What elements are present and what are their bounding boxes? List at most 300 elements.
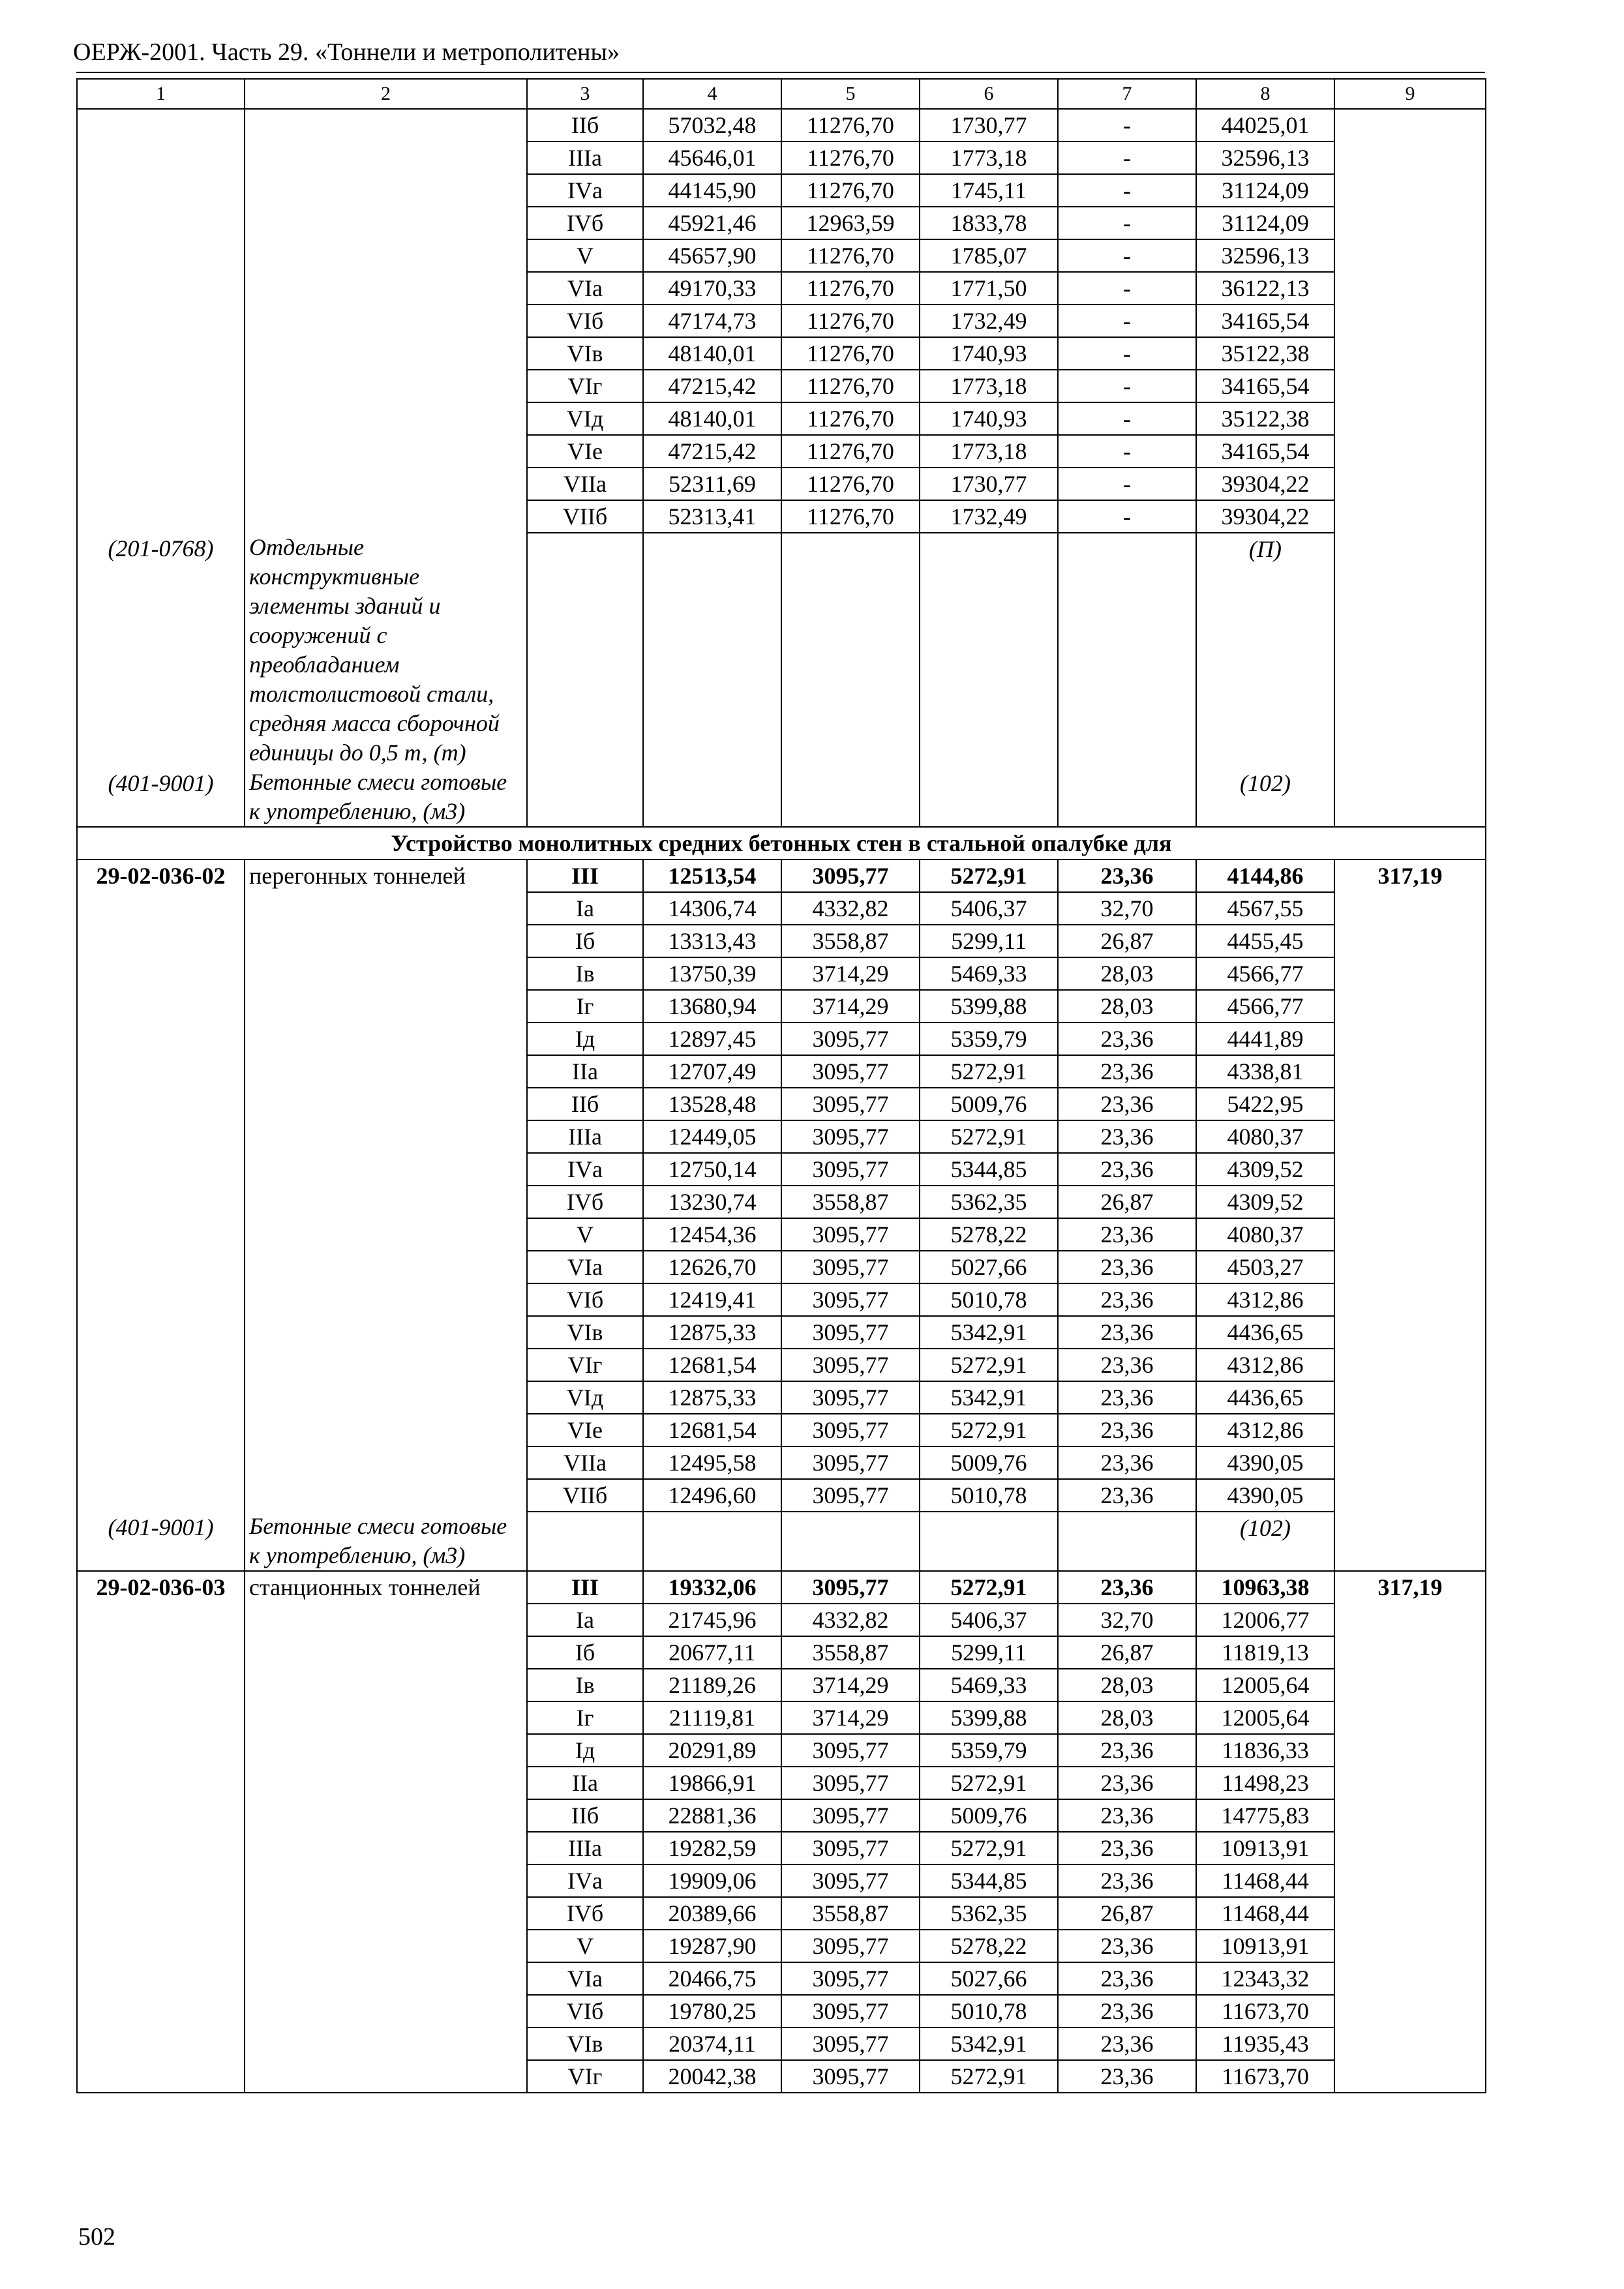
value-cell: IVа	[527, 1153, 643, 1186]
code-cell	[77, 1897, 245, 1930]
value-cell: 10913,91	[1196, 1832, 1334, 1864]
material-qty: (102)	[1196, 768, 1334, 827]
empty-cell	[643, 1512, 781, 1571]
name-cell	[245, 1734, 527, 1767]
value-cell: 5342,91	[920, 1316, 1058, 1349]
value-cell: VIв	[527, 337, 643, 370]
table-row	[77, 925, 1486, 957]
value-cell: 3095,77	[781, 1995, 920, 2027]
code-cell	[77, 272, 245, 305]
material-name: Отдельные конструктивные элементы зданий и сооружений с преобладанием толстолистовой стали, средняя масса сборочной единицы до 0,5 т, (т)	[245, 533, 527, 768]
value-cell: -	[1058, 500, 1196, 533]
name-cell	[245, 1897, 527, 1930]
table-row	[77, 1186, 1486, 1218]
value-cell: -	[1058, 468, 1196, 500]
empty-cell	[527, 1512, 643, 1571]
value-cell: 23,36	[1058, 1930, 1196, 1962]
code-cell	[77, 174, 245, 207]
table-row	[77, 239, 1486, 272]
value-cell: 5342,91	[920, 2027, 1058, 2060]
code-cell	[77, 207, 245, 239]
value-cell: 11836,33	[1196, 1734, 1334, 1767]
value-cell: 5469,33	[920, 1669, 1058, 1701]
col9-cell	[1334, 337, 1486, 370]
value-cell: VIа	[527, 272, 643, 305]
table-row	[77, 1962, 1486, 1995]
value-cell: 12343,32	[1196, 1962, 1334, 1995]
value-cell: 47174,73	[643, 305, 781, 337]
value-cell: 1773,18	[920, 435, 1058, 468]
name-cell	[245, 402, 527, 435]
value-cell: 23,36	[1058, 1283, 1196, 1316]
value-cell: VIг	[527, 2060, 643, 2093]
code-cell	[77, 1767, 245, 1799]
value-cell: 21189,26	[643, 1669, 781, 1701]
table-row	[77, 500, 1486, 533]
table-row	[77, 1767, 1486, 1799]
value-cell: 3558,87	[781, 1636, 920, 1669]
value-cell: 11276,70	[781, 500, 920, 533]
col9-cell	[1334, 1414, 1486, 1446]
name-cell	[245, 1218, 527, 1251]
col9-cell	[1334, 174, 1486, 207]
value-cell: 3095,77	[781, 1962, 920, 1995]
value-cell: 5344,85	[920, 1864, 1058, 1897]
name-cell	[245, 925, 527, 957]
value-cell: 3095,77	[781, 860, 920, 892]
name-cell	[245, 1604, 527, 1636]
col9-cell: 317,19	[1334, 860, 1486, 892]
value-cell: 5399,88	[920, 1701, 1058, 1734]
value-cell: 5342,91	[920, 1381, 1058, 1414]
value-cell: 23,36	[1058, 2027, 1196, 2060]
value-cell: 3095,77	[781, 1088, 920, 1120]
value-cell: 23,36	[1058, 1218, 1196, 1251]
value-cell: 1773,18	[920, 142, 1058, 174]
value-cell: 44025,01	[1196, 109, 1334, 142]
value-cell: 52311,69	[643, 468, 781, 500]
code-cell	[77, 892, 245, 925]
value-cell: 12454,36	[643, 1218, 781, 1251]
value-cell: 48140,01	[643, 337, 781, 370]
value-cell: 3095,77	[781, 1864, 920, 1897]
value-cell: 28,03	[1058, 957, 1196, 990]
column-number: 8	[1196, 79, 1334, 109]
value-cell: 3095,77	[781, 1479, 920, 1512]
name-cell	[245, 468, 527, 500]
value-cell: -	[1058, 305, 1196, 337]
value-cell: 3558,87	[781, 1186, 920, 1218]
table-row	[77, 2027, 1486, 2060]
value-cell: 11819,13	[1196, 1636, 1334, 1669]
value-cell: VIе	[527, 1414, 643, 1446]
table-row	[77, 1055, 1486, 1088]
table-row	[77, 1701, 1486, 1734]
value-cell: 5272,91	[920, 1767, 1058, 1799]
code-cell	[77, 1251, 245, 1283]
value-cell: 26,87	[1058, 925, 1196, 957]
value-cell: 3095,77	[781, 1055, 920, 1088]
table-row	[77, 860, 1486, 892]
material-row	[77, 533, 1486, 768]
col9-cell	[1334, 1316, 1486, 1349]
value-cell: IIа	[527, 1767, 643, 1799]
value-cell: IVа	[527, 174, 643, 207]
col9-cell	[1334, 305, 1486, 337]
value-cell: 5399,88	[920, 990, 1058, 1023]
value-cell: 11276,70	[781, 272, 920, 305]
value-cell: 20042,38	[643, 2060, 781, 2093]
name-cell	[245, 1799, 527, 1832]
value-cell: 11276,70	[781, 337, 920, 370]
value-cell: 4455,45	[1196, 925, 1334, 957]
value-cell: 23,36	[1058, 1571, 1196, 1604]
col9-cell	[1334, 768, 1486, 827]
code-cell	[77, 1023, 245, 1055]
value-cell: 28,03	[1058, 990, 1196, 1023]
table-row	[77, 892, 1486, 925]
page-number: 502	[78, 2223, 115, 2251]
material-code: (201-0768)	[77, 533, 245, 768]
value-cell: 21745,96	[643, 1604, 781, 1636]
value-cell: 5272,91	[920, 2060, 1058, 2093]
value-cell: III	[527, 860, 643, 892]
name-cell	[245, 2027, 527, 2060]
value-cell: 1730,77	[920, 109, 1058, 142]
value-cell: 12750,14	[643, 1153, 781, 1186]
value-cell: 5009,76	[920, 1799, 1058, 1832]
column-number: 9	[1334, 79, 1486, 109]
code-cell	[77, 925, 245, 957]
value-cell: IIа	[527, 1055, 643, 1088]
code-cell	[77, 1604, 245, 1636]
value-cell: 13680,94	[643, 990, 781, 1023]
value-cell: 4390,05	[1196, 1479, 1334, 1512]
col9-cell	[1334, 207, 1486, 239]
code-cell	[77, 435, 245, 468]
name-cell	[245, 1088, 527, 1120]
table-row	[77, 1316, 1486, 1349]
value-cell: 52313,41	[643, 500, 781, 533]
value-cell: 23,36	[1058, 1734, 1196, 1767]
code-cell	[77, 337, 245, 370]
table-row	[77, 272, 1486, 305]
value-cell: III	[527, 1571, 643, 1604]
value-cell: 12005,64	[1196, 1701, 1334, 1734]
table-row	[77, 370, 1486, 402]
name-cell	[245, 1120, 527, 1153]
value-cell: 3095,77	[781, 1446, 920, 1479]
value-cell: 39304,22	[1196, 500, 1334, 533]
value-cell: 3095,77	[781, 1571, 920, 1604]
value-cell: 3095,77	[781, 1832, 920, 1864]
value-cell: 26,87	[1058, 1897, 1196, 1930]
value-cell: IIб	[527, 1088, 643, 1120]
col9-cell	[1334, 1767, 1486, 1799]
name-cell	[245, 1446, 527, 1479]
col9-cell	[1334, 142, 1486, 174]
col9-cell	[1334, 272, 1486, 305]
table-row	[77, 2060, 1486, 2093]
table-row	[77, 207, 1486, 239]
col9-cell	[1334, 109, 1486, 142]
value-cell: 5469,33	[920, 957, 1058, 990]
name-cell	[245, 1349, 527, 1381]
col9-cell	[1334, 1381, 1486, 1414]
value-cell: IIIа	[527, 1120, 643, 1153]
value-cell: 3714,29	[781, 1701, 920, 1734]
table-row	[77, 1381, 1486, 1414]
value-cell: VIIа	[527, 468, 643, 500]
name-cell	[245, 1381, 527, 1414]
col9-cell	[1334, 1023, 1486, 1055]
col9-cell: 317,19	[1334, 1571, 1486, 1604]
value-cell: 5272,91	[920, 1120, 1058, 1153]
col9-cell	[1334, 925, 1486, 957]
value-cell: 3095,77	[781, 2060, 920, 2093]
table-row	[77, 1023, 1486, 1055]
value-cell: 5278,22	[920, 1218, 1058, 1251]
value-cell: 12963,59	[781, 207, 920, 239]
name-cell	[245, 1186, 527, 1218]
value-cell: 12006,77	[1196, 1604, 1334, 1636]
value-cell: 5009,76	[920, 1446, 1058, 1479]
value-cell: 4566,77	[1196, 957, 1334, 990]
code-cell	[77, 1799, 245, 1832]
table-row	[77, 142, 1486, 174]
col9-cell	[1334, 1251, 1486, 1283]
value-cell: 3095,77	[781, 1251, 920, 1283]
value-cell: 4566,77	[1196, 990, 1334, 1023]
value-cell: 45657,90	[643, 239, 781, 272]
table-row	[77, 1446, 1486, 1479]
value-cell: Iв	[527, 957, 643, 990]
value-cell: 1773,18	[920, 370, 1058, 402]
value-cell: 12626,70	[643, 1251, 781, 1283]
value-cell: 23,36	[1058, 1088, 1196, 1120]
value-cell: 21119,81	[643, 1701, 781, 1734]
value-cell: V	[527, 239, 643, 272]
value-cell: 5009,76	[920, 1088, 1058, 1120]
value-cell: 34165,54	[1196, 370, 1334, 402]
name-cell	[245, 1414, 527, 1446]
value-cell: 11673,70	[1196, 1995, 1334, 2027]
col9-cell	[1334, 1218, 1486, 1251]
col9-cell	[1334, 1479, 1486, 1512]
name-cell	[245, 1251, 527, 1283]
code-cell	[77, 1446, 245, 1479]
value-cell: 5010,78	[920, 1995, 1058, 2027]
material-code: (401-9001)	[77, 1512, 245, 1571]
value-cell: 13750,39	[643, 957, 781, 990]
value-cell: 11276,70	[781, 468, 920, 500]
value-cell: 26,87	[1058, 1186, 1196, 1218]
value-cell: 5278,22	[920, 1930, 1058, 1962]
value-cell: 3714,29	[781, 957, 920, 990]
col9-cell	[1334, 1930, 1486, 1962]
table-row	[77, 1832, 1486, 1864]
value-cell: 5359,79	[920, 1734, 1058, 1767]
section-heading-row	[77, 827, 1486, 860]
name-cell	[245, 957, 527, 990]
value-cell: 12875,33	[643, 1381, 781, 1414]
value-cell: 12707,49	[643, 1055, 781, 1088]
table-row	[77, 1349, 1486, 1381]
value-cell: 48140,01	[643, 402, 781, 435]
column-number: 2	[245, 79, 527, 109]
table-row	[77, 1283, 1486, 1316]
value-cell: 4312,86	[1196, 1283, 1334, 1316]
column-number: 5	[781, 79, 920, 109]
value-cell: 11276,70	[781, 305, 920, 337]
table-row	[77, 174, 1486, 207]
col9-cell	[1334, 1604, 1486, 1636]
value-cell: 3095,77	[781, 2027, 920, 2060]
col9-cell	[1334, 990, 1486, 1023]
value-cell: 23,36	[1058, 1864, 1196, 1897]
name-cell	[245, 435, 527, 468]
material-qty: (102)	[1196, 1512, 1334, 1571]
value-cell: Iд	[527, 1734, 643, 1767]
col9-cell	[1334, 1055, 1486, 1088]
value-cell: IIб	[527, 1799, 643, 1832]
value-cell: V	[527, 1218, 643, 1251]
value-cell: 5362,35	[920, 1897, 1058, 1930]
value-cell: 12513,54	[643, 860, 781, 892]
material-name: Бетонные смеси готовые к употреблению, (м3)	[245, 1512, 527, 1571]
code-cell	[77, 109, 245, 142]
col9-cell	[1334, 402, 1486, 435]
value-cell: Iд	[527, 1023, 643, 1055]
col9-cell	[1334, 2060, 1486, 2093]
value-cell: Iв	[527, 1669, 643, 1701]
col9-cell	[1334, 1636, 1486, 1669]
empty-cell	[781, 533, 920, 768]
value-cell: IVб	[527, 1897, 643, 1930]
value-cell: 11498,23	[1196, 1767, 1334, 1799]
value-cell: 12496,60	[643, 1479, 781, 1512]
name-cell	[245, 207, 527, 239]
value-cell: 1745,11	[920, 174, 1058, 207]
col9-cell	[1334, 1897, 1486, 1930]
col9-cell	[1334, 239, 1486, 272]
value-cell: -	[1058, 435, 1196, 468]
value-cell: 20466,75	[643, 1962, 781, 1995]
code-cell	[77, 1088, 245, 1120]
name-cell	[245, 990, 527, 1023]
name-cell	[245, 142, 527, 174]
code-cell: 29-02-036-02	[77, 860, 245, 892]
col9-cell	[1334, 1186, 1486, 1218]
name-cell	[245, 1283, 527, 1316]
value-cell: 3558,87	[781, 925, 920, 957]
value-cell: 10913,91	[1196, 1930, 1334, 1962]
table-row	[77, 1088, 1486, 1120]
value-cell: 3095,77	[781, 1023, 920, 1055]
value-cell: VIв	[527, 2027, 643, 2060]
value-cell: 57032,48	[643, 109, 781, 142]
value-cell: 5362,35	[920, 1186, 1058, 1218]
code-cell	[77, 957, 245, 990]
value-cell: VIб	[527, 305, 643, 337]
col9-cell	[1334, 500, 1486, 533]
col9-cell	[1334, 1446, 1486, 1479]
name-cell	[245, 2060, 527, 2093]
value-cell: 4312,86	[1196, 1349, 1334, 1381]
code-cell	[77, 1218, 245, 1251]
value-cell: 3714,29	[781, 1669, 920, 1701]
empty-cell	[527, 533, 643, 768]
name-cell	[245, 1962, 527, 1995]
section-heading: Устройство монолитных средних бетонных стен в стальной опалубке для	[77, 827, 1486, 860]
value-cell: Iг	[527, 990, 643, 1023]
column-number: 3	[527, 79, 643, 109]
code-cell	[77, 1930, 245, 1962]
value-cell: 3714,29	[781, 990, 920, 1023]
col9-cell	[1334, 1349, 1486, 1381]
name-cell	[245, 1832, 527, 1864]
value-cell: VIб	[527, 1995, 643, 2027]
value-cell: VIIб	[527, 1479, 643, 1512]
value-cell: 23,36	[1058, 1055, 1196, 1088]
col9-cell	[1334, 468, 1486, 500]
value-cell: V	[527, 1930, 643, 1962]
value-cell: 5027,66	[920, 1962, 1058, 1995]
value-cell: 4441,89	[1196, 1023, 1334, 1055]
name-cell	[245, 1864, 527, 1897]
value-cell: 39304,22	[1196, 468, 1334, 500]
value-cell: 12681,54	[643, 1349, 781, 1381]
code-cell	[77, 1349, 245, 1381]
value-cell: 26,87	[1058, 1636, 1196, 1669]
name-cell	[245, 239, 527, 272]
value-cell: -	[1058, 272, 1196, 305]
value-cell: -	[1058, 142, 1196, 174]
value-cell: 11276,70	[781, 109, 920, 142]
empty-cell	[920, 1512, 1058, 1571]
value-cell: 5010,78	[920, 1479, 1058, 1512]
value-cell: -	[1058, 337, 1196, 370]
table-row	[77, 109, 1486, 142]
value-cell: 3095,77	[781, 1283, 920, 1316]
value-cell: 10963,38	[1196, 1571, 1334, 1604]
col9-cell	[1334, 957, 1486, 990]
col9-cell	[1334, 1153, 1486, 1186]
col9-cell	[1334, 1120, 1486, 1153]
value-cell: VIб	[527, 1283, 643, 1316]
value-cell: 12005,64	[1196, 1669, 1334, 1701]
table-row	[77, 1799, 1486, 1832]
table-row	[77, 1897, 1486, 1930]
name-cell	[245, 1316, 527, 1349]
name-cell	[245, 370, 527, 402]
code-cell	[77, 1636, 245, 1669]
value-cell: 4436,65	[1196, 1316, 1334, 1349]
value-cell: 31124,09	[1196, 207, 1334, 239]
empty-cell	[643, 533, 781, 768]
value-cell: 4309,52	[1196, 1186, 1334, 1218]
value-cell: 3095,77	[781, 1381, 920, 1414]
name-cell	[245, 1023, 527, 1055]
col9-cell	[1334, 435, 1486, 468]
value-cell: 4144,86	[1196, 860, 1334, 892]
table-row	[77, 990, 1486, 1023]
value-cell: 5344,85	[920, 1153, 1058, 1186]
value-cell: 4080,37	[1196, 1218, 1334, 1251]
value-cell: 4312,86	[1196, 1414, 1334, 1446]
value-cell: 23,36	[1058, 1153, 1196, 1186]
value-cell: VIд	[527, 1381, 643, 1414]
